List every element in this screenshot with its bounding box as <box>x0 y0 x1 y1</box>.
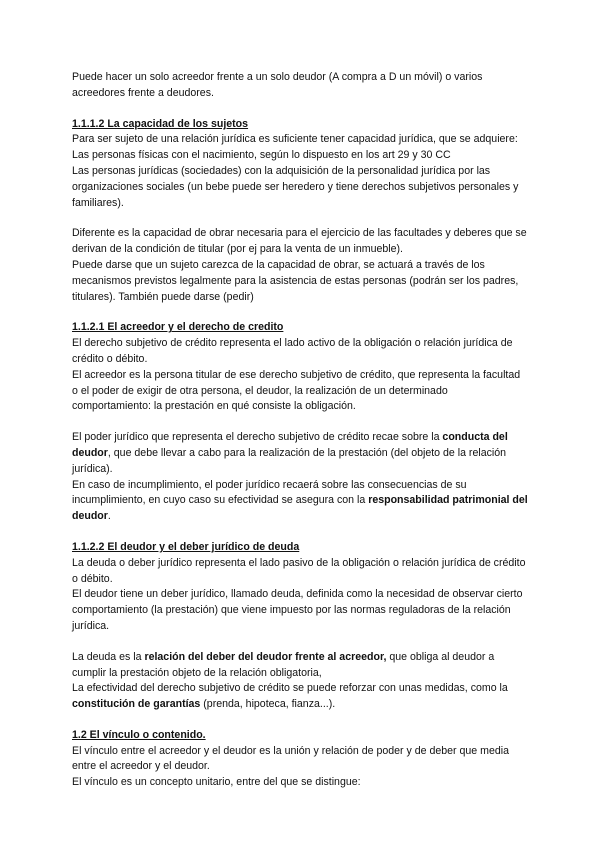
section-heading: 1.1.2.2 El deudor y el deber jurídico de deuda <box>72 540 300 553</box>
text-run: El vínculo es un concepto unitario, entre del que se distingue: <box>72 776 361 789</box>
document-body <box>72 70 528 791</box>
paragraph <box>72 650 528 682</box>
text-run: Diferente es la capacidad de obrar necesaria para el ejercicio de las facultades y deberes que se derivan de la condición de titular (por ej para la venta de un inmueble). <box>72 227 527 256</box>
paragraph <box>72 70 528 102</box>
paragraph <box>72 226 528 258</box>
text-run: El deudor tiene un deber jurídico, llamado deuda, definida como la necesidad de observar cierto comportamiento (la prestación) que viene impuesto por las normas reguladoras de la relación jurídica. <box>72 588 523 632</box>
paragraph-spacer <box>72 525 528 540</box>
paragraph <box>72 478 528 525</box>
bold-text: responsabilidad patrimonial del deudor <box>72 494 528 523</box>
text-run: . <box>107 510 111 523</box>
text-run: El vínculo entre el acreedor y el deudor es la unión y relación de poder y de deber que media entre el acreedor y el deudor. <box>72 744 509 773</box>
paragraph-spacer <box>72 211 528 226</box>
text-run: La deuda es la <box>72 650 145 663</box>
paragraph <box>72 681 528 713</box>
paragraph-spacer <box>72 635 528 650</box>
text-run: Para ser sujeto de una relación jurídica es suficiente tener capacidad jurídica, que se adquiere: <box>72 133 518 146</box>
paragraph <box>72 258 528 305</box>
section-heading: 1.1.1.2 La capacidad de los sujetos <box>72 117 249 130</box>
paragraph <box>72 587 528 634</box>
text-run: (prenda, hipoteca, fianza...). <box>200 698 336 711</box>
section-heading: 1.2 El vínculo o contenido. <box>72 728 206 741</box>
text-run: El derecho subjetivo de crédito representa el lado activo de la obligación o relación jurídica de crédito o débito. <box>72 337 513 365</box>
text-run: La deuda o deber jurídico representa el lado pasivo de la obligación o relación jurídica de crédito o débito. <box>72 556 526 585</box>
paragraph-spacer <box>72 415 528 430</box>
text-run: que obliga al deudor a cumplir la prestación objeto de la relación obligatoria, <box>72 650 495 679</box>
text-run: Las personas físicas con el nacimiento, según lo dispuesto en los art 29 y 30 CC <box>72 149 451 162</box>
text-run: Puede darse que un sujeto carezca de la capacidad de obrar, se actuará a través de los mecanismos previstos legalmente para la asistencia de estas personas (podrán ser los padres, titulares). También puede darse (pedir) <box>72 258 519 303</box>
bold-text: relación del deber del deudor frente al acreedor, <box>144 650 387 663</box>
paragraph <box>72 148 528 164</box>
paragraph <box>72 132 528 148</box>
text-run: La efectividad del derecho subjetivo de crédito se puede reforzar con unas medidas, como la <box>72 682 508 695</box>
bold-text: conducta del deudor <box>72 431 508 459</box>
paragraph-spacer <box>72 305 528 320</box>
text-run: Puede hacer un solo acreedor frente a un solo deudor (A compra a D un móvil) o varios acreedores frente a deudores. <box>72 71 483 99</box>
paragraph <box>72 775 528 791</box>
paragraph <box>72 744 528 776</box>
text-run: Las personas jurídicas (sociedades) con la adquisición de la personalidad jurídica por las organizaciones sociales (un bebe puede ser heredero y tiene derechos subjetivos personales y familiares). <box>72 164 519 209</box>
paragraph <box>72 336 528 368</box>
paragraph <box>72 164 528 211</box>
text-run: El poder jurídico que representa el derecho subjetivo de crédito recae sobre la <box>72 431 443 444</box>
text-run: En caso de incumplimiento, el poder jurídico recaerá sobre las consecuencias de su incumplimiento, en cuyo caso su efectividad se asegura con la <box>72 478 467 507</box>
paragraph <box>72 368 528 415</box>
bold-text: constitución de garantías <box>72 698 201 711</box>
section-heading: 1.1.2.1 El acreedor y el derecho de credito <box>72 321 284 334</box>
paragraph-spacer <box>72 102 528 117</box>
paragraph-spacer <box>72 713 528 728</box>
paragraph <box>72 430 528 477</box>
text-run: El acreedor es la persona titular de ese derecho subjetivo de crédito, que representa la facultad o el poder de exigir de otra persona, el deudor, la realización de un determinado comportamiento: la prestación en qué consiste la obligación. <box>72 368 521 413</box>
text-run: , que debe llevar a cabo para la realización de la prestación (del objeto de la relación jurídica). <box>72 446 507 475</box>
paragraph <box>72 556 528 588</box>
